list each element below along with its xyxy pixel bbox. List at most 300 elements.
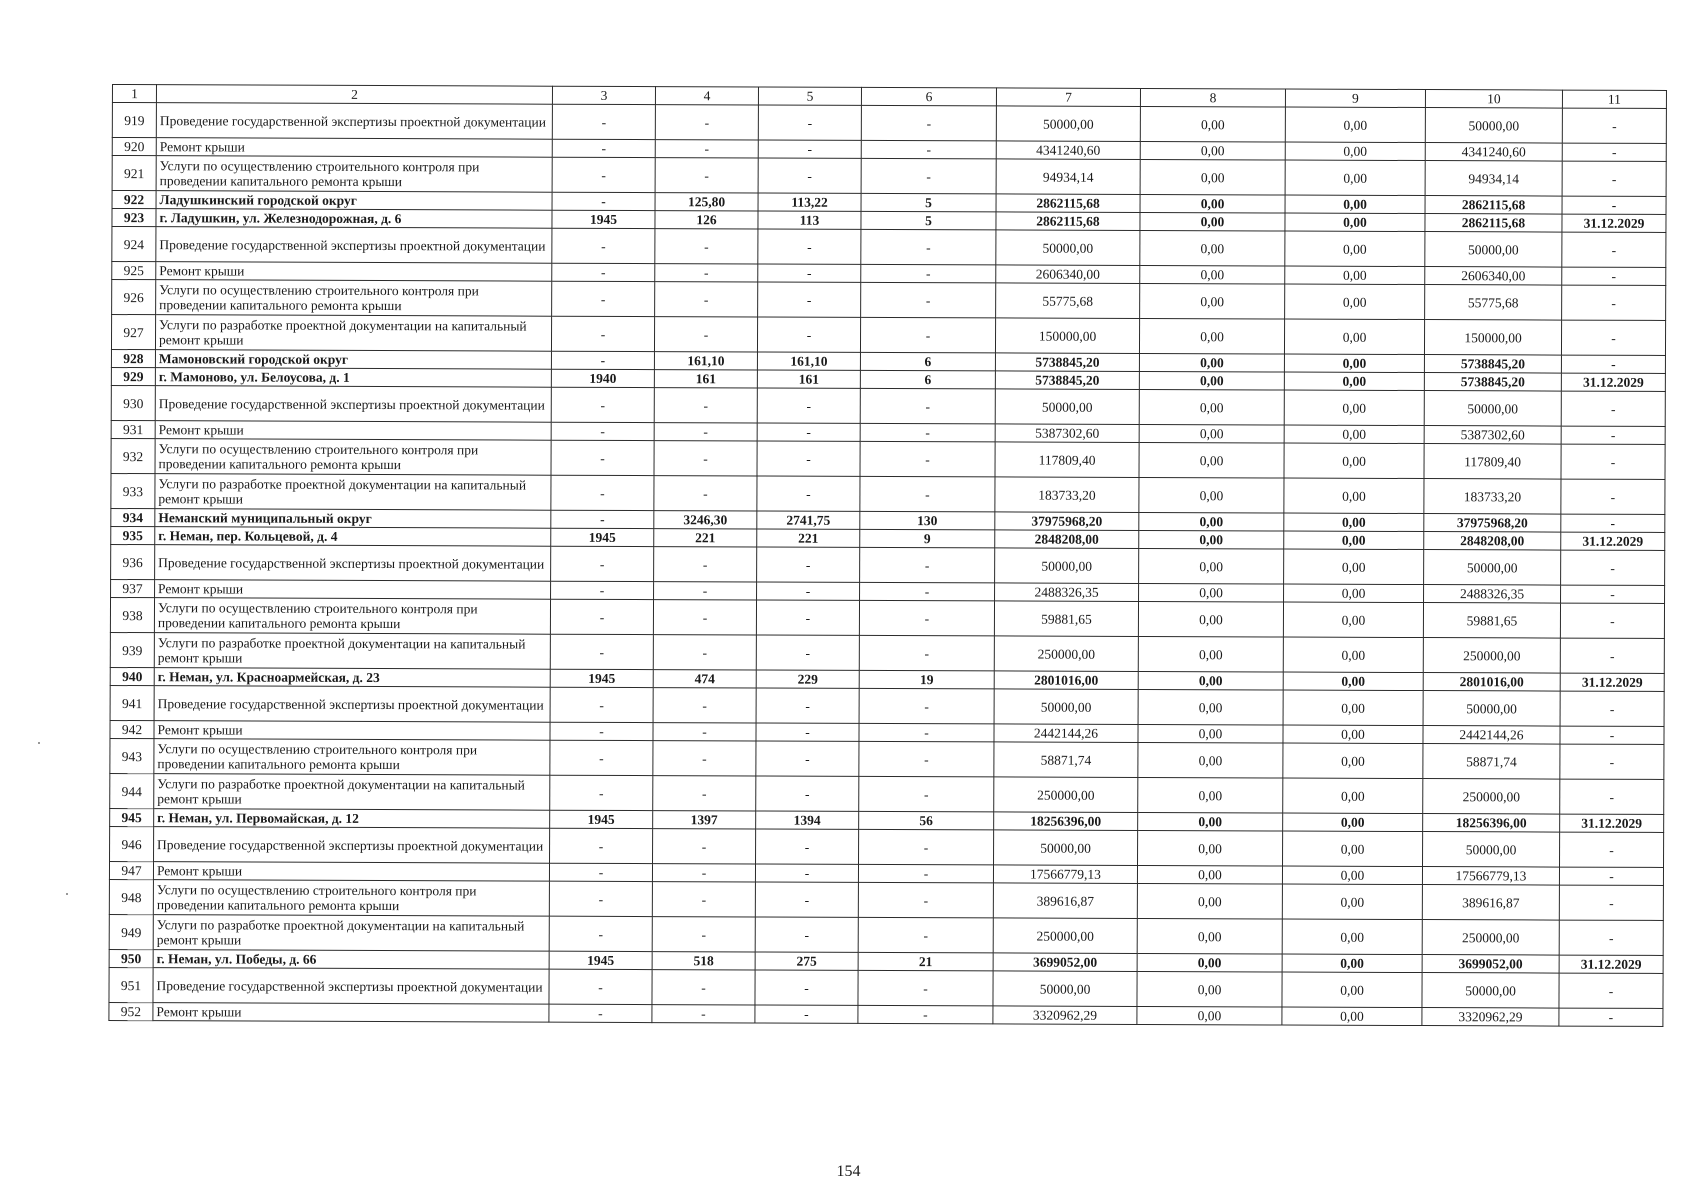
row-number-cell: 951 bbox=[109, 967, 153, 1002]
regional-funds-cell: 0,00 bbox=[1284, 425, 1424, 444]
table-row bbox=[110, 738, 1664, 779]
deadline-cell: - bbox=[1559, 867, 1663, 885]
deadline-cell: - bbox=[1562, 143, 1666, 161]
column-number: 3 bbox=[552, 86, 655, 104]
row-number-cell: 924 bbox=[112, 227, 156, 262]
deadline-cell: - bbox=[1559, 973, 1663, 1008]
regional-funds-cell: 0,00 bbox=[1284, 390, 1424, 426]
total-cost-cell: 50000,00 bbox=[994, 830, 1138, 866]
column-number: 1 bbox=[112, 85, 156, 103]
owner-funds-cell: 2606340,00 bbox=[1425, 267, 1562, 286]
table-row bbox=[110, 685, 1664, 726]
regional-funds-cell: 0,00 bbox=[1283, 778, 1423, 814]
federal-funds-cell: 0,00 bbox=[1138, 812, 1283, 831]
row-number-cell: 949 bbox=[109, 914, 153, 949]
deadline-cell: - bbox=[1560, 603, 1664, 638]
residents-cell: - bbox=[858, 970, 993, 1006]
total-cost-cell: 250000,00 bbox=[994, 777, 1138, 813]
item-name-cell: Ремонт крыши bbox=[155, 421, 551, 441]
row-number-cell: 928 bbox=[111, 349, 155, 367]
row-number-cell: 931 bbox=[111, 420, 155, 438]
federal-funds-cell: 0,00 bbox=[1139, 548, 1284, 584]
regional-funds-cell: 0,00 bbox=[1283, 743, 1423, 779]
area-living-cell: - bbox=[758, 140, 861, 158]
federal-funds-cell: 0,00 bbox=[1137, 971, 1282, 1007]
federal-funds-cell: 0,00 bbox=[1140, 194, 1285, 213]
total-cost-cell: 2862115,68 bbox=[996, 212, 1140, 231]
deadline-cell: - bbox=[1561, 550, 1665, 585]
year-cell: - bbox=[552, 263, 655, 281]
residents-cell: - bbox=[860, 476, 995, 512]
table-row bbox=[111, 315, 1665, 356]
year-cell: - bbox=[551, 440, 654, 475]
regional-funds-cell: 0,00 bbox=[1284, 549, 1424, 585]
federal-funds-cell: 0,00 bbox=[1140, 141, 1285, 160]
item-name-cell: г. Ладушкин, ул. Железнодорожная, д. 6 bbox=[156, 209, 552, 229]
area-total-cell: - bbox=[655, 264, 758, 282]
area-living-cell: 161,10 bbox=[757, 352, 860, 370]
total-cost-cell: 5387302,60 bbox=[995, 424, 1139, 443]
item-name-cell: Проведение государственной экспертизы проектной документации bbox=[154, 827, 550, 864]
year-cell: - bbox=[550, 828, 653, 863]
federal-funds-cell: 0,00 bbox=[1139, 318, 1284, 354]
total-cost-cell: 50000,00 bbox=[993, 971, 1137, 1007]
owner-funds-cell: 50000,00 bbox=[1425, 232, 1562, 268]
regional-funds-cell: 0,00 bbox=[1282, 919, 1422, 955]
owner-funds-cell: 50000,00 bbox=[1422, 973, 1559, 1009]
regional-funds-cell: 0,00 bbox=[1284, 478, 1424, 514]
federal-funds-cell: 0,00 bbox=[1139, 530, 1284, 549]
row-number-cell: 922 bbox=[112, 191, 156, 209]
deadline-cell: - bbox=[1561, 514, 1665, 532]
year-cell: - bbox=[550, 687, 653, 722]
table-row bbox=[110, 773, 1664, 814]
column-number: 6 bbox=[861, 87, 996, 106]
row-number-cell: 942 bbox=[110, 720, 154, 738]
deadline-cell: - bbox=[1559, 1008, 1663, 1026]
residents-cell: - bbox=[861, 140, 996, 159]
owner-funds-cell: 250000,00 bbox=[1423, 779, 1560, 815]
table-row bbox=[109, 967, 1663, 1008]
residents-cell: 5 bbox=[861, 211, 996, 230]
deadline-cell: - bbox=[1561, 444, 1665, 479]
row-number-cell: 925 bbox=[112, 262, 156, 280]
row-number-cell: 932 bbox=[111, 438, 155, 473]
owner-funds-cell: 2488326,35 bbox=[1424, 585, 1561, 604]
federal-funds-cell: 0,00 bbox=[1139, 512, 1284, 531]
area-total-cell: 125,80 bbox=[655, 193, 758, 211]
item-name-cell: г. Неман, пер. Кольцевой, д. 4 bbox=[155, 527, 551, 547]
table-row bbox=[110, 632, 1664, 673]
area-living-cell: - bbox=[757, 547, 860, 582]
area-living-cell: - bbox=[756, 723, 859, 741]
owner-funds-cell: 4341240,60 bbox=[1425, 143, 1562, 162]
item-name-cell: Услуги по разработке проектной документации на капитальный ремонт крыши bbox=[154, 633, 550, 670]
year-cell: - bbox=[550, 740, 653, 775]
regional-funds-cell: 0,00 bbox=[1283, 637, 1423, 673]
year-cell: - bbox=[551, 546, 654, 581]
total-cost-cell: 50000,00 bbox=[995, 548, 1139, 584]
area-living-cell: 221 bbox=[757, 529, 860, 547]
item-name-cell: Ладушкинский городской округ bbox=[156, 191, 552, 211]
owner-funds-cell: 2862115,68 bbox=[1425, 196, 1562, 215]
federal-funds-cell: 0,00 bbox=[1139, 477, 1284, 513]
row-number-cell: 926 bbox=[112, 280, 156, 315]
area-total-cell: - bbox=[653, 600, 756, 635]
area-total-cell: 161,10 bbox=[654, 352, 757, 370]
area-living-cell: - bbox=[758, 282, 861, 317]
deadline-cell: - bbox=[1562, 232, 1666, 267]
federal-funds-cell: 0,00 bbox=[1139, 583, 1284, 602]
year-cell: - bbox=[550, 599, 653, 634]
federal-funds-cell: 0,00 bbox=[1138, 671, 1283, 690]
year-cell: 1945 bbox=[551, 528, 654, 546]
item-name-cell: г. Неман, ул. Первомайская, д. 12 bbox=[154, 809, 550, 829]
table-row bbox=[111, 438, 1665, 479]
deadline-cell: 31.12.2029 bbox=[1561, 373, 1665, 391]
area-living-cell: - bbox=[756, 635, 859, 670]
area-total-cell: - bbox=[653, 776, 756, 811]
owner-funds-cell: 50000,00 bbox=[1424, 550, 1561, 586]
residents-cell: 130 bbox=[860, 511, 995, 530]
area-total-cell: - bbox=[654, 317, 757, 352]
area-total-cell: - bbox=[653, 723, 756, 741]
regional-funds-cell: 0,00 bbox=[1285, 142, 1425, 161]
table-row bbox=[111, 544, 1665, 585]
deadline-cell: - bbox=[1561, 391, 1665, 426]
total-cost-cell: 18256396,00 bbox=[994, 812, 1138, 831]
total-cost-cell: 117809,40 bbox=[995, 442, 1139, 478]
year-cell: - bbox=[549, 863, 652, 881]
area-total-cell: - bbox=[652, 970, 755, 1005]
federal-funds-cell: 0,00 bbox=[1138, 689, 1283, 725]
area-total-cell: - bbox=[654, 547, 757, 582]
deadline-cell: - bbox=[1560, 726, 1664, 744]
owner-funds-cell: 17566779,13 bbox=[1422, 867, 1559, 886]
item-name-cell: Мамоновский городской округ bbox=[155, 350, 551, 370]
residents-cell: 56 bbox=[859, 811, 994, 830]
year-cell: 1940 bbox=[551, 369, 654, 387]
item-name-cell: Услуги по разработке проектной документации на капитальный ремонт крыши bbox=[155, 474, 551, 511]
row-number-cell: 943 bbox=[110, 738, 154, 773]
item-name-cell: Проведение государственной экспертизы проектной документации bbox=[153, 968, 549, 1005]
regional-funds-cell: 0,00 bbox=[1284, 531, 1424, 550]
year-cell: - bbox=[550, 722, 653, 740]
regional-funds-cell: 0,00 bbox=[1283, 831, 1423, 867]
regional-funds-cell: 0,00 bbox=[1285, 195, 1425, 214]
residents-cell: - bbox=[859, 776, 994, 812]
year-cell: 1945 bbox=[549, 951, 652, 969]
year-cell: - bbox=[551, 387, 654, 422]
residents-cell: - bbox=[861, 105, 996, 141]
area-living-cell: 113 bbox=[758, 211, 861, 229]
owner-funds-cell: 2801016,00 bbox=[1423, 673, 1560, 692]
year-cell: - bbox=[551, 316, 654, 351]
deadline-cell: - bbox=[1560, 832, 1664, 867]
federal-funds-cell: 0,00 bbox=[1140, 265, 1285, 284]
item-name-cell: Ремонт крыши bbox=[153, 862, 549, 882]
area-living-cell: 229 bbox=[756, 670, 859, 688]
regional-funds-cell: 0,00 bbox=[1285, 107, 1425, 143]
total-cost-cell: 3699052,00 bbox=[993, 953, 1137, 972]
regional-funds-cell: 0,00 bbox=[1284, 319, 1424, 355]
item-name-cell: Проведение государственной экспертизы проектной документации bbox=[156, 103, 552, 140]
federal-funds-cell: 0,00 bbox=[1138, 777, 1283, 813]
total-cost-cell: 94934,14 bbox=[996, 159, 1140, 195]
item-name-cell: Услуги по осуществлению строительного контроля при проведении капитального ремонта крыши bbox=[156, 280, 552, 317]
year-cell: - bbox=[552, 192, 655, 210]
deadline-cell: - bbox=[1561, 426, 1665, 444]
item-name-cell: Проведение государственной экспертизы проектной документации bbox=[154, 686, 550, 723]
row-number-cell: 950 bbox=[109, 949, 153, 967]
regional-funds-cell: 0,00 bbox=[1283, 602, 1423, 638]
table-row bbox=[112, 280, 1666, 321]
owner-funds-cell: 55775,68 bbox=[1425, 285, 1562, 321]
row-number-cell: 935 bbox=[111, 526, 155, 544]
regional-funds-cell: 0,00 bbox=[1284, 443, 1424, 479]
item-name-cell: Ремонт крыши bbox=[156, 138, 552, 158]
regional-funds-cell: 0,00 bbox=[1283, 672, 1423, 691]
year-cell: - bbox=[550, 775, 653, 810]
residents-cell: - bbox=[859, 829, 994, 865]
total-cost-cell: 250000,00 bbox=[993, 918, 1137, 954]
regional-funds-cell: 0,00 bbox=[1285, 231, 1425, 267]
area-total-cell: - bbox=[652, 1005, 755, 1023]
residents-cell: - bbox=[859, 723, 994, 742]
residents-cell: - bbox=[861, 229, 996, 265]
deadline-cell: - bbox=[1559, 885, 1663, 920]
page-number: 154 bbox=[836, 1163, 861, 1180]
regional-funds-cell: 0,00 bbox=[1282, 1007, 1422, 1026]
federal-funds-cell: 0,00 bbox=[1140, 212, 1285, 231]
row-number-cell: 945 bbox=[110, 808, 154, 826]
year-cell: - bbox=[549, 881, 652, 916]
item-name-cell: Услуги по осуществлению строительного контроля при проведении капитального ремонта крыши bbox=[154, 739, 550, 776]
total-cost-cell: 2848208,00 bbox=[995, 530, 1139, 549]
item-name-cell: Ремонт крыши bbox=[155, 580, 551, 600]
residents-cell: - bbox=[861, 264, 996, 283]
residents-cell: 6 bbox=[860, 352, 995, 371]
row-number-cell: 934 bbox=[111, 508, 155, 526]
table-row bbox=[111, 473, 1665, 514]
area-total-cell: - bbox=[654, 582, 757, 600]
federal-funds-cell: 0,00 bbox=[1138, 742, 1283, 778]
area-total-cell: 518 bbox=[652, 952, 755, 970]
residents-cell: - bbox=[860, 582, 995, 601]
item-name-cell: г. Мамоново, ул. Белоусова, д. 1 bbox=[155, 368, 551, 388]
residents-cell: - bbox=[858, 917, 993, 953]
residents-cell: - bbox=[860, 317, 995, 353]
residents-cell: - bbox=[858, 882, 993, 918]
regional-funds-cell: 0,00 bbox=[1283, 690, 1423, 726]
total-cost-cell: 3320962,29 bbox=[993, 1006, 1137, 1025]
owner-funds-cell: 2848208,00 bbox=[1424, 532, 1561, 551]
total-cost-cell: 2488326,35 bbox=[995, 583, 1139, 602]
total-cost-cell: 50000,00 bbox=[995, 389, 1139, 425]
deadline-cell: 31.12.2029 bbox=[1561, 532, 1665, 550]
residents-cell: - bbox=[858, 864, 993, 883]
area-total-cell: - bbox=[655, 158, 758, 193]
residents-cell: - bbox=[860, 441, 995, 477]
total-cost-cell: 50000,00 bbox=[996, 106, 1140, 142]
owner-funds-cell: 2442144,26 bbox=[1423, 726, 1560, 745]
row-number-cell: 946 bbox=[110, 826, 154, 861]
year-cell: - bbox=[549, 1004, 652, 1022]
area-living-cell: - bbox=[755, 970, 858, 1005]
area-living-cell: 161 bbox=[757, 370, 860, 388]
total-cost-cell: 2801016,00 bbox=[994, 671, 1138, 690]
residents-cell: - bbox=[859, 741, 994, 777]
area-total-cell: - bbox=[652, 917, 755, 952]
deadline-cell: - bbox=[1562, 267, 1666, 285]
residents-cell: - bbox=[861, 158, 996, 194]
residents-cell: 21 bbox=[858, 952, 993, 971]
year-cell: - bbox=[551, 475, 654, 510]
area-total-cell: - bbox=[655, 105, 758, 140]
total-cost-cell: 59881,65 bbox=[994, 601, 1138, 637]
total-cost-cell: 5738845,20 bbox=[995, 353, 1139, 372]
area-living-cell: 2741,75 bbox=[757, 511, 860, 529]
item-name-cell: Услуги по осуществлению строительного контроля при проведении капитального ремонта крыши bbox=[155, 439, 551, 476]
residents-cell: 19 bbox=[859, 670, 994, 689]
item-name-cell: Услуги по разработке проектной документации на капитальный ремонт крыши bbox=[154, 774, 550, 811]
scan-speck bbox=[66, 893, 68, 895]
table-row bbox=[112, 103, 1666, 144]
area-total-cell: - bbox=[654, 441, 757, 476]
table-row bbox=[110, 597, 1664, 638]
residents-cell: 6 bbox=[860, 370, 995, 389]
row-number-cell: 952 bbox=[109, 1002, 153, 1020]
area-total-cell: 126 bbox=[655, 211, 758, 229]
residents-cell: - bbox=[859, 688, 994, 724]
deadline-cell: 31.12.2029 bbox=[1560, 673, 1664, 691]
regional-funds-cell: 0,00 bbox=[1284, 354, 1424, 373]
row-number-cell: 927 bbox=[111, 315, 155, 350]
area-living-cell: - bbox=[758, 105, 861, 140]
area-living-cell: - bbox=[756, 688, 859, 723]
deadline-cell: - bbox=[1562, 108, 1666, 143]
regional-funds-cell: 0,00 bbox=[1285, 213, 1425, 232]
item-name-cell: г. Неман, ул. Победы, д. 66 bbox=[153, 950, 549, 970]
owner-funds-cell: 3699052,00 bbox=[1422, 955, 1559, 974]
federal-funds-cell: 0,00 bbox=[1139, 442, 1284, 478]
row-number-cell: 919 bbox=[112, 103, 156, 138]
total-cost-cell: 2606340,00 bbox=[996, 265, 1140, 284]
deadline-cell: - bbox=[1559, 920, 1663, 955]
area-living-cell: 275 bbox=[755, 952, 858, 970]
item-name-cell: Неманский муниципальный округ bbox=[155, 509, 551, 529]
item-name-cell: Услуги по осуществлению строительного контроля при проведении капитального ремонта крыши bbox=[156, 156, 552, 193]
area-living-cell: - bbox=[757, 423, 860, 441]
deadline-cell: 31.12.2029 bbox=[1562, 214, 1666, 232]
item-name-cell: Услуги по осуществлению строительного контроля при проведении капитального ремонта крыши bbox=[154, 598, 550, 635]
row-number-cell: 929 bbox=[111, 367, 155, 385]
regional-funds-cell: 0,00 bbox=[1282, 954, 1422, 973]
table-row bbox=[111, 385, 1665, 426]
regional-funds-cell: 0,00 bbox=[1283, 725, 1423, 744]
item-name-cell: Услуги по разработке проектной документации на капитальный ремонт крыши bbox=[153, 915, 549, 952]
row-number-cell: 930 bbox=[111, 385, 155, 420]
owner-funds-cell: 150000,00 bbox=[1424, 320, 1561, 356]
column-number: 10 bbox=[1425, 90, 1562, 109]
deadline-cell: - bbox=[1561, 355, 1665, 373]
column-number: 4 bbox=[655, 87, 758, 105]
area-living-cell: - bbox=[756, 776, 859, 811]
total-cost-cell: 55775,68 bbox=[996, 283, 1140, 319]
total-cost-cell: 50000,00 bbox=[996, 230, 1140, 266]
area-living-cell: - bbox=[757, 582, 860, 600]
federal-funds-cell: 0,00 bbox=[1137, 918, 1282, 954]
total-cost-cell: 5738845,20 bbox=[995, 371, 1139, 390]
year-cell: - bbox=[552, 139, 655, 157]
owner-funds-cell: 50000,00 bbox=[1425, 108, 1562, 144]
row-number-cell: 940 bbox=[110, 667, 154, 685]
area-total-cell: - bbox=[653, 829, 756, 864]
area-total-cell: 3246,30 bbox=[654, 511, 757, 529]
deadline-cell: 31.12.2029 bbox=[1560, 814, 1664, 832]
item-name-cell: Услуги по разработке проектной документации на капитальный ремонт крыши bbox=[155, 315, 551, 352]
area-living-cell: - bbox=[755, 1005, 858, 1023]
table-row bbox=[109, 914, 1663, 955]
residents-cell: - bbox=[861, 282, 996, 318]
year-cell: - bbox=[551, 510, 654, 528]
area-living-cell: - bbox=[757, 317, 860, 352]
area-total-cell: 221 bbox=[654, 529, 757, 547]
total-cost-cell: 183733,20 bbox=[995, 477, 1139, 513]
year-cell: - bbox=[552, 281, 655, 316]
area-total-cell: - bbox=[654, 423, 757, 441]
year-cell: 1945 bbox=[550, 669, 653, 687]
deadline-cell: - bbox=[1560, 638, 1664, 673]
row-number-cell: 937 bbox=[111, 579, 155, 597]
federal-funds-cell: 0,00 bbox=[1138, 830, 1283, 866]
owner-funds-cell: 50000,00 bbox=[1424, 391, 1561, 427]
row-number-cell: 938 bbox=[110, 597, 154, 632]
total-cost-cell: 150000,00 bbox=[995, 318, 1139, 354]
deadline-cell: - bbox=[1560, 779, 1664, 814]
table-row bbox=[110, 826, 1664, 867]
federal-funds-cell: 0,00 bbox=[1138, 636, 1283, 672]
area-living-cell: - bbox=[756, 741, 859, 776]
residents-cell: - bbox=[860, 547, 995, 583]
area-living-cell: 113,22 bbox=[758, 193, 861, 211]
area-living-cell: - bbox=[755, 917, 858, 952]
total-cost-cell: 250000,00 bbox=[994, 636, 1138, 672]
regional-funds-cell: 0,00 bbox=[1282, 972, 1422, 1008]
column-number: 8 bbox=[1140, 88, 1285, 107]
column-number: 7 bbox=[996, 88, 1140, 107]
total-cost-cell: 389616,87 bbox=[993, 883, 1137, 919]
residents-cell: - bbox=[859, 600, 994, 636]
owner-funds-cell: 183733,20 bbox=[1424, 479, 1561, 515]
area-living-cell: - bbox=[757, 476, 860, 511]
deadline-cell: - bbox=[1561, 585, 1665, 603]
row-number-cell: 921 bbox=[112, 156, 156, 191]
total-cost-cell: 2862115,68 bbox=[996, 194, 1140, 213]
owner-funds-cell: 117809,40 bbox=[1424, 444, 1561, 480]
federal-funds-cell: 0,00 bbox=[1139, 424, 1284, 443]
area-total-cell: 1397 bbox=[653, 811, 756, 829]
owner-funds-cell: 58871,74 bbox=[1423, 744, 1560, 780]
owner-funds-cell: 37975968,20 bbox=[1424, 514, 1561, 533]
year-cell: 1945 bbox=[550, 810, 653, 828]
owner-funds-cell: 5387302,60 bbox=[1424, 426, 1561, 445]
area-living-cell: - bbox=[756, 829, 859, 864]
year-cell: - bbox=[549, 916, 652, 951]
federal-funds-cell: 0,00 bbox=[1140, 106, 1285, 142]
federal-funds-cell: 0,00 bbox=[1137, 953, 1282, 972]
regional-funds-cell: 0,00 bbox=[1285, 284, 1425, 320]
